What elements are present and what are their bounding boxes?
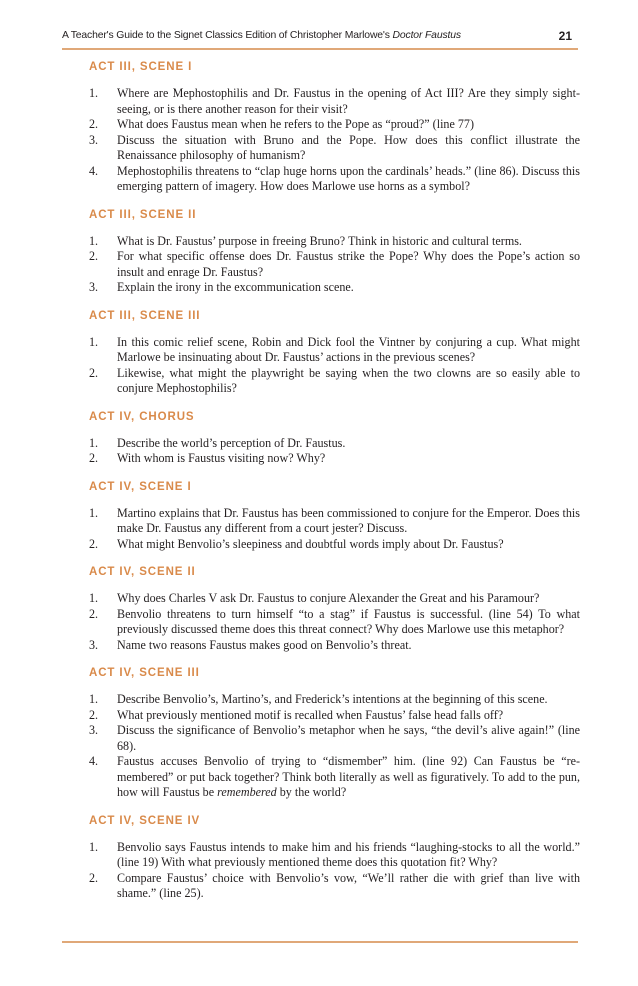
question-item <box>89 86 580 117</box>
question-text: Mephostophilis threatens to “clap huge horns upon the cardinals’ heads.” (line 86). Discuss this emerging pattern of imagery. How does Marlowe use horns as a symbol? <box>117 163 580 193</box>
question-list <box>89 692 580 801</box>
question-item <box>89 234 580 250</box>
section <box>89 309 580 397</box>
question-item <box>89 506 580 537</box>
question-item <box>89 638 580 654</box>
question-item <box>89 133 580 164</box>
question-emphasis: remembered <box>217 785 277 799</box>
question-item <box>89 840 580 871</box>
question-text: Describe Benvolio’s, Martino’s, and Frederick’s intentions at the beginning of this scene. <box>117 692 548 706</box>
section <box>89 666 580 801</box>
question-text: Explain the irony in the excommunication scene. <box>117 280 354 294</box>
question-list <box>89 840 580 902</box>
question-item <box>89 537 580 553</box>
question-number: 4. <box>89 754 99 768</box>
question-number: 2. <box>89 606 99 621</box>
question-item <box>89 249 580 280</box>
question-number: 2. <box>89 117 99 131</box>
question-item <box>89 692 580 708</box>
header-title-book: Doctor Faustus <box>392 30 461 41</box>
section <box>89 410 580 467</box>
header-title <box>62 30 461 41</box>
question-list <box>89 436 580 467</box>
section-heading: ACT III, SCENE III <box>89 309 201 322</box>
question-item <box>89 436 580 452</box>
question-item <box>89 366 580 397</box>
section-heading: ACT IV, SCENE IV <box>89 814 201 827</box>
question-text: Benvolio says Faustus intends to make him and his friends “laughing-stocks to all the world.” (line 19) With what previously mentioned theme does this quotation fit? Why? <box>117 839 580 869</box>
section <box>89 60 580 195</box>
page-number: 21 <box>558 29 572 43</box>
question-text: For what specific offense does Dr. Faustus strike the Pope? Why does the Pope’s action so insult and enrage Dr. Faustus? <box>117 249 580 279</box>
question-number: 2. <box>89 536 99 551</box>
question-item <box>89 591 580 607</box>
question-text: Why does Charles V ask Dr. Faustus to conjure Alexander the Great and his Paramour? <box>117 591 540 605</box>
section <box>89 208 580 296</box>
section-heading: ACT III, SCENE II <box>89 208 197 221</box>
header-rule <box>62 48 578 50</box>
question-list <box>89 86 580 195</box>
section-heading: ACT III, SCENE I <box>89 61 193 73</box>
question-number: 2. <box>89 451 99 465</box>
question-number: 2. <box>89 365 99 380</box>
question-item <box>89 451 580 467</box>
question-number: 2. <box>89 707 99 722</box>
question-text: With whom is Faustus visiting now? Why? <box>117 451 326 465</box>
question-item <box>89 335 580 366</box>
running-header <box>62 29 578 47</box>
question-text: Martino explains that Dr. Faustus has been commissioned to conjure for the Emperor. Does this make Dr. Faustus any different from a court jester? Discuss. <box>117 505 580 535</box>
question-number: 1. <box>89 505 99 520</box>
section-heading: ACT IV, SCENE I <box>89 480 192 493</box>
question-item <box>89 164 580 195</box>
question-list <box>89 506 580 553</box>
question-list <box>89 591 580 653</box>
section <box>89 565 580 653</box>
question-number: 1. <box>89 233 99 248</box>
section <box>89 814 580 902</box>
question-number: 2. <box>89 249 99 263</box>
question-number: 2. <box>89 870 99 885</box>
question-text: Name two reasons Faustus makes good on Benvolio’s threat. <box>117 637 412 652</box>
question-text: What is Dr. Faustus’ purpose in freeing Bruno? Think in historic and cultural terms. <box>117 233 522 248</box>
question-text: Discuss the situation with Bruno and the Pope. How does this conflict illustrate the Renaissance philosophy of humanism? <box>117 132 580 162</box>
question-number: 1. <box>89 839 99 854</box>
question-item <box>89 871 580 902</box>
question-number: 1. <box>89 591 99 605</box>
question-number: 1. <box>89 692 99 706</box>
question-item <box>89 607 580 638</box>
question-list <box>89 234 580 296</box>
question-number: 3. <box>89 723 99 737</box>
question-item <box>89 708 580 724</box>
question-text: What does Faustus mean when he refers to the Pope as “proud?” (line 77) <box>117 117 474 131</box>
question-number: 1. <box>89 334 99 349</box>
section-heading: ACT IV, CHORUS <box>89 410 195 423</box>
question-text: Faustus accuses Benvolio of trying to “dismember” him. (line 92) Can Faustus be “re-membered” or put back together? Think both literally as well as figuratively. To add to the pun, how will Faustus be <box>117 754 580 799</box>
question-text: What might Benvolio’s sleepiness and doubtful words imply about Dr. Faustus? <box>117 536 504 551</box>
question-number: 1. <box>89 435 99 450</box>
question-item <box>89 280 580 296</box>
question-text: What previously mentioned motif is recalled when Faustus’ false head falls off? <box>117 707 504 722</box>
question-text: Describe the world’s perception of Dr. Faustus. <box>117 435 346 450</box>
section-heading: ACT IV, SCENE II <box>89 566 196 578</box>
question-text: Likewise, what might the playwright be saying when the two clowns are so easily able to conjure Mephostophilis? <box>117 365 580 395</box>
question-item <box>89 723 580 754</box>
question-number: 3. <box>89 637 99 652</box>
question-text: Where are Mephostophilis and Dr. Faustus in the opening of Act III? Are they simply sight-seeing, or is there another reason for their visit? <box>117 86 580 116</box>
question-text: Discuss the significance of Benvolio’s metaphor when he says, “the devil’s alive again!” (line 68). <box>117 723 580 753</box>
question-text-tail: by the world? <box>276 785 347 799</box>
question-number: 1. <box>89 86 99 100</box>
section-heading: ACT IV, SCENE III <box>89 667 200 679</box>
section <box>89 480 580 553</box>
document-body <box>89 60 580 915</box>
question-text: Compare Faustus’ choice with Benvolio’s vow, “We’ll rather die with grief than live with shame.” (line 25). <box>117 870 580 900</box>
question-list <box>89 335 580 397</box>
question-number: 3. <box>89 280 99 294</box>
header-title-prefix: A Teacher's Guide to the Signet Classics Edition of Christopher Marlowe's <box>62 30 393 41</box>
question-text: Benvolio threatens to turn himself “to a stag” if Faustus is successful. (line 54) To what previously discussed theme does this threat connect? Why does Marlowe use this metaphor? <box>117 606 580 636</box>
footer-rule <box>62 941 578 943</box>
question-number: 3. <box>89 132 99 147</box>
question-item <box>89 117 580 133</box>
question-text: In this comic relief scene, Robin and Dick fool the Vintner by conjuring a cup. What might Marlowe be insinuating about Dr. Faustus’ actions in the previous scenes? <box>117 334 580 364</box>
question-item <box>89 754 580 801</box>
question-number: 4. <box>89 163 99 178</box>
